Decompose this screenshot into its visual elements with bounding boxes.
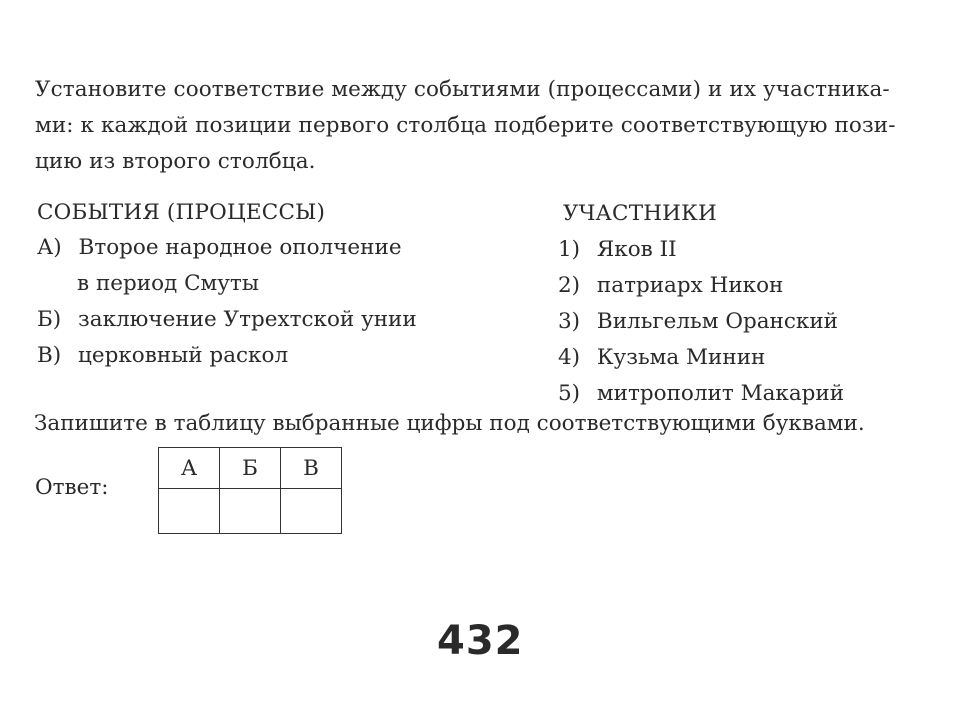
event-item-a — [37, 235, 402, 260]
events-header: СОБЫТИЯ (ПРОЦЕССЫ) — [37, 200, 326, 225]
answer-cell-b[interactable] — [220, 489, 281, 534]
answer-table-header-row — [159, 448, 342, 489]
answer-label: Ответ: — [35, 475, 109, 500]
answer-header-v: В — [281, 448, 342, 489]
participant-text: Кузьма Минин — [596, 345, 766, 370]
page-number: 432 — [437, 618, 524, 664]
event-item-v — [37, 343, 288, 368]
answer-table — [158, 447, 342, 534]
instruction-line: ми: к каждой позиции первого столбца подберите соответствующую пози- — [35, 113, 896, 138]
participant-number: 5) — [558, 381, 581, 406]
event-letter: В) — [37, 343, 62, 368]
participant-text: патриарх Никон — [596, 273, 784, 298]
participant-number: 3) — [558, 309, 581, 334]
event-item-b — [37, 307, 417, 332]
participant-item-1 — [558, 237, 677, 262]
answer-cell-a[interactable] — [159, 489, 220, 534]
answer-table-input-row — [159, 489, 342, 534]
participant-number: 2) — [558, 273, 581, 298]
instruction-line: цию из второго столбца. — [35, 149, 316, 174]
answer-cell-v[interactable] — [281, 489, 342, 534]
participant-item-4 — [558, 345, 765, 370]
event-text: Второе народное ополчение — [78, 235, 402, 260]
participant-item-3 — [558, 309, 838, 334]
event-item-a-continuation: в период Смуты — [77, 271, 259, 296]
event-letter: А) — [37, 235, 62, 260]
participant-text: Яков II — [596, 237, 677, 262]
participants-header: УЧАСТНИКИ — [563, 201, 717, 226]
participant-number: 4) — [558, 345, 581, 370]
participant-text: Вильгельм Оранский — [596, 309, 838, 334]
participant-number: 1) — [558, 237, 581, 262]
answer-header-a: А — [159, 448, 220, 489]
participant-text: митрополит Макарий — [596, 381, 845, 406]
answer-header-b: Б — [220, 448, 281, 489]
event-text: заключение Утрехтской унии — [78, 307, 417, 332]
instruction-line: Установите соответствие между событиями (процессами) и их участника- — [35, 77, 890, 102]
participant-item-5 — [558, 381, 844, 406]
write-instruction: Запишите в таблицу выбранные цифры под соответствующими буквами. — [34, 411, 865, 436]
event-letter: Б) — [37, 307, 62, 332]
participant-item-2 — [558, 273, 783, 298]
event-text: церковный раскол — [78, 343, 289, 368]
task-instruction — [35, 72, 935, 180]
